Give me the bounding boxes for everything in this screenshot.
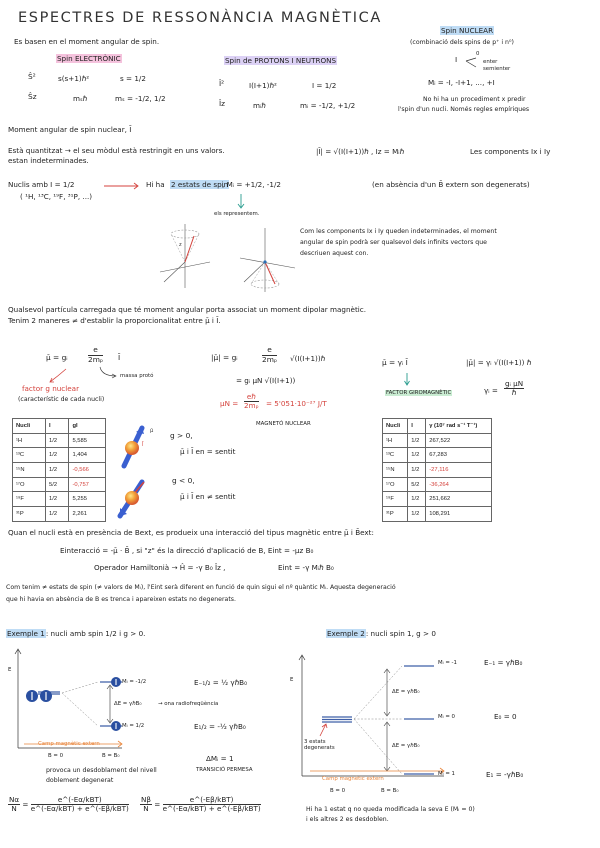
cone-desc-1: Com les components Ix i Iy queden indeterminades, el moment: [300, 228, 497, 235]
mu-frac: $\frac{e}{\text{2mₚ}}$: [88, 345, 104, 364]
ex1-delta-m: ΔMᵢ = 1: [206, 754, 234, 763]
cell: ¹⁹F: [383, 492, 408, 507]
arrow-right-red: [104, 182, 144, 190]
table-row: [13, 448, 106, 463]
cell: 108,291: [426, 507, 492, 522]
ex2-m-minus: Mᵢ = -1: [438, 660, 457, 666]
ex1-mi-upper: Mᵢ = -1/2: [122, 679, 147, 685]
cell: 1/2: [408, 433, 426, 448]
cell: 1/2: [408, 492, 426, 507]
eint-2: Eint = -γ Mᵢℏ B₀: [278, 563, 334, 572]
hi-ha-text: Hi ha: [146, 180, 165, 189]
table-row: [383, 433, 492, 448]
cell: 1,404: [69, 448, 106, 463]
ex1-radio: → ona radiofreqüència: [158, 701, 219, 707]
col-gamma: γ (10⁷ rad s⁻¹ T⁻¹): [426, 419, 492, 434]
cone-down: [240, 228, 295, 292]
s2-value: s(s+1)ℏ²: [58, 74, 90, 83]
nuclear-sub: (combinació dels spins de p⁺ i n⁰): [410, 39, 514, 46]
nuclei-examples: ( ¹H, ¹³C, ¹⁹F, ³¹P, ...): [20, 192, 93, 201]
spin-arrows-diagram: [112, 424, 162, 522]
s2-symbol: Ŝ²: [28, 72, 36, 81]
components-text: Les components Ix i Iy: [470, 147, 551, 156]
cell: ¹H: [383, 433, 408, 448]
cell: 1/2: [46, 448, 69, 463]
ex2-degenerate: 3 estats degenerats: [304, 739, 335, 752]
cell: ¹³C: [383, 448, 408, 463]
ex2-delta-2: ΔE = γℏB₀: [392, 743, 420, 749]
ex2-e-axis-label: E: [290, 677, 294, 683]
table-row: [13, 492, 106, 507]
ex2-energy-diagram: [294, 650, 454, 790]
cell: 5/2: [46, 477, 69, 492]
g-negative: g < 0,: [172, 476, 195, 485]
enter-label: enter: [483, 59, 498, 65]
cell: 1/2: [46, 492, 69, 507]
ex1-bb: B = B₀: [102, 753, 120, 759]
muN-def: μN =: [220, 399, 239, 408]
ex1-e-axis-label: E: [8, 667, 12, 673]
table-row: [383, 507, 492, 522]
cone-desc-2: angular de spin podrà ser qualsevol dels infinits vectors que: [300, 239, 487, 246]
ex1-e-lower: E₁/₂ = -½ γℏB₀: [194, 722, 246, 731]
col-i: I: [46, 419, 69, 434]
cell: 1/2: [46, 463, 69, 478]
iz-value: mᵢℏ: [253, 101, 266, 110]
iz-symbol: Îz: [219, 99, 226, 108]
svg-text:z: z: [179, 242, 182, 248]
table-row: [13, 507, 106, 522]
muN-value: = 5'051·10⁻²⁷ J/T: [266, 399, 327, 408]
ex1-delta: ΔE = γℏB₀: [114, 701, 142, 707]
spin-down-blob: [120, 482, 144, 516]
col-nucli: Nucli: [383, 419, 408, 434]
eint-formula: Einteracció = -μ̄ · B̄ , si "z" és la direcció d'aplicació de B, Eint = -μz B₀: [60, 546, 314, 555]
mi-states: , Mᵢ = +1/2, -1/2: [222, 180, 281, 189]
modulus-formula: |Ī| = √(I(I+1))ℏ , Iz = Mᵢℏ: [316, 147, 405, 156]
cell: ¹⁹F: [13, 492, 46, 507]
ex2-note-2: i els altres 2 es desdoblen.: [306, 816, 389, 823]
ex1-campo: Camp magnètic extern: [38, 741, 100, 747]
cell: -36,264: [426, 477, 492, 492]
nuclear-note-2: l'spin d'un nucli. Només regles empíriques: [398, 106, 530, 113]
i2-symbol: Î²: [219, 79, 225, 88]
dipole-line-2: Tenim 2 maneres ≠ d'establir la proporcionalitat entre μ̄ i Ī.: [8, 316, 221, 325]
quantized-line-2: estan indeterminades.: [8, 156, 89, 165]
g-positive-desc: μ̄ i Ī en = sentit: [180, 447, 236, 456]
g-positive: g > 0,: [170, 431, 193, 440]
cell: ¹⁷O: [383, 477, 408, 492]
cone-desc-3: descriuen aquest con.: [300, 250, 369, 257]
hamiltonian: Operador Hamiltonià → Ĥ = -γ B₀ Îz ,: [94, 563, 226, 572]
cell: ³¹P: [383, 507, 408, 522]
intro-text: Es basen en el moment angular de spin.: [14, 37, 160, 46]
arrow-down-teal: [236, 194, 246, 210]
masa-label: massa protó: [120, 373, 154, 379]
cell: 2,261: [69, 507, 106, 522]
ex1-frac-n-alpha: $\frac{N\alpha}{N}$ = $\frac{\text{e\textasciicircum{}(-Eα/kBT)}}{\text{e\textasciicircum{}(-Eα/kBT) + e\textasciicircum{}(-Eβ/kBT)}}$: [9, 795, 129, 814]
ex2-m-plus: Mᵢ = 1: [438, 771, 455, 777]
cell: 1/2: [408, 448, 426, 463]
col-g: gI: [69, 419, 106, 434]
ex1-frac-n-beta: $\frac{N\beta}{N}$ = $\frac{\text{e\textasciicircum{}(-Eβ/kBT)}}{\text{e\textasciicircum{}(-Eα/kBT) + e\textasciicircum{}(-Eβ/kBT)}}$: [141, 795, 261, 814]
cell: -0,757: [69, 477, 106, 492]
table-header-row: [13, 419, 106, 434]
spin-states-highlight: 2 estats de spin: [171, 180, 229, 189]
dipole-line-1: Qualsevol partícula carregada que té moment angular porta associat un moment dipolar magnètic.: [8, 305, 367, 314]
cell: -0,566: [69, 463, 106, 478]
sz-value: mₛℏ: [73, 94, 88, 103]
ms-value: mₛ = -1/2, 1/2: [115, 94, 166, 103]
interaction-line: Quan el nucli està en presència de Bext, es produeix una interacció del tipus magnètic entre μ̄ i B̄ext:: [8, 528, 374, 537]
semienter-label: semienter: [483, 66, 511, 72]
mod-mu-2: = gᵢ μN √(I(I+1)): [236, 376, 296, 385]
ex1-desd-2: doblement degenerat: [46, 777, 114, 784]
gamma-table: [382, 418, 492, 522]
cell: 1/2: [408, 463, 426, 478]
ex1-mi-lower: Mᵢ = 1/2: [122, 723, 145, 729]
mi-range: Mᵢ = -I, -I+1, ..., +I: [428, 78, 495, 87]
cell: ¹⁷O: [13, 477, 46, 492]
sz-symbol: Ŝz: [28, 92, 37, 101]
example-1-header: Exemple 1: nucli amb spin 1/2 i g > 0.: [7, 629, 146, 638]
gamma-def: γᵢ =: [484, 386, 498, 395]
ex2-m-zero: Mᵢ = 0: [438, 714, 455, 720]
g-negative-desc: μ̄ i Ī en ≠ sentit: [180, 492, 236, 501]
spin-cones-diagram: [150, 222, 300, 294]
ex2-delta-1: ΔE = γℏB₀: [392, 689, 420, 695]
cell: ¹³C: [13, 448, 46, 463]
g-factor-table: [12, 418, 106, 522]
ex2-note-1: Hi ha 1 estat q no queda modificada la seva E (Mᵢ = 0): [306, 806, 475, 813]
mu-gamma: μ̄ = γᵢ Ī: [382, 358, 408, 367]
cell: 251,662: [426, 492, 492, 507]
svg-text:Ī: Ī: [142, 442, 144, 448]
mod-mu-frac: $\frac{e}{\text{2mₚ}}$: [262, 345, 278, 364]
table-row: [383, 448, 492, 463]
giro-factor-label: FACTOR GIROMAGNÈTIC: [386, 390, 452, 396]
mu-g-formula: μ̄ = gᵢ: [46, 353, 68, 362]
table-row: [383, 477, 492, 492]
gamma-frac: $\frac{\text{gᵢ μN}}{\text{ℏ}}$: [505, 379, 524, 398]
zero-label: 0: [476, 51, 480, 57]
mod-mu-gamma: |μ̄| = γᵢ √(I(I+1)) ℏ: [466, 358, 532, 367]
electronic-heading: Spin ELECTRÒNIC: [57, 54, 121, 63]
nuclear-note-1: No hi ha un procediment x predir: [423, 96, 526, 103]
i2-value: I(I+1)ℏ²: [249, 81, 277, 90]
ex2-campo: Camp magnètic extern: [322, 776, 384, 782]
absence-text: (en absència d'un B̄ extern son degenerats): [372, 180, 530, 189]
example-2-header: Exemple 2: nucli spin 1, g > 0: [327, 629, 436, 638]
para-1: Com tenim ≠ estats de spin (≠ valors de Mᵢ), l'Eint serà diferent en funció de quin sigui el nº quàntic Mᵢ. Aquesta degeneració: [6, 584, 396, 591]
mod-mu-sqrt: √(I(I+1))ℏ: [290, 354, 326, 363]
ex1-permesa: TRANSICIÓ PERMESA: [196, 767, 253, 773]
cell: 5/2: [408, 477, 426, 492]
cell: 5,585: [69, 433, 106, 448]
mi-value: mᵢ = -1/2, +1/2: [300, 101, 356, 110]
page-title: ESPECTRES DE RESSONÀNCIA MAGNÈTICA: [18, 10, 382, 26]
ex2-b0: B = 0: [330, 788, 346, 794]
s-value: s = 1/2: [120, 74, 146, 83]
ex1-desd-1: provoca un desdoblament del nivell: [46, 767, 157, 774]
spin-up-blob: [124, 428, 154, 466]
cell: ³¹P: [13, 507, 46, 522]
magneto-label: MAGNETÓ NUCLEAR: [256, 421, 311, 427]
cell: 67,283: [426, 448, 492, 463]
ex2-bb: B = B₀: [381, 788, 399, 794]
gamma-arrow: [403, 373, 411, 387]
cell: ¹H: [13, 433, 46, 448]
factor-g-sub: (característic de cada nucli): [18, 396, 105, 403]
i-value: I = 1/2: [312, 81, 337, 90]
factor-g-label: factor g nuclear: [22, 384, 80, 393]
nuclear-i: I: [455, 55, 458, 64]
ex1-b0: B = 0: [48, 753, 64, 759]
ex2-e-zero: E₀ = 0: [494, 712, 517, 721]
table-row: [13, 463, 106, 478]
cell: ¹⁵N: [383, 463, 408, 478]
table-row: [13, 433, 106, 448]
cell: 5,255: [69, 492, 106, 507]
quantized-line: Està quantitzat → el seu mòdul està restringit en uns valors.: [8, 146, 225, 155]
cell: ¹⁵N: [13, 463, 46, 478]
protons-heading: Spin de PROTONS I NEUTRONS: [225, 56, 337, 65]
cell: 267,522: [426, 433, 492, 448]
cell: 1/2: [408, 507, 426, 522]
col-nucli: Nucli: [13, 419, 46, 434]
table-row: [383, 492, 492, 507]
ex2-e-plus: E₁ = -γℏB₀: [486, 770, 524, 779]
svg-text:μ̄: μ̄: [150, 428, 154, 434]
section-moment-title: Moment angular de spin nuclear, Ī: [8, 125, 132, 134]
cell: 1/2: [46, 507, 69, 522]
cone-up: [160, 224, 210, 288]
mu-I: Ī: [118, 353, 121, 362]
table-header-row: [383, 419, 492, 434]
col-i: I: [408, 419, 426, 434]
ex2-e-minus: E₋₁ = γℏB₀: [484, 658, 523, 667]
nuclei-lead: Nuclis amb I = 1/2: [8, 180, 75, 189]
nuclear-heading: Spin NUCLEAR: [441, 26, 494, 35]
para-2: que hi havia en absència de B es trenca i apareixen estats no degenerats.: [6, 596, 236, 603]
branch-arrows: [464, 55, 484, 75]
represent-text: els representem.: [214, 211, 260, 217]
muN-frac: $\frac{\text{eℏ}}{\text{2mₚ}}$: [244, 392, 259, 411]
table-row: [383, 463, 492, 478]
cell: -27,116: [426, 463, 492, 478]
table-row: [13, 477, 106, 492]
ex1-e-upper: E₋₁/₂ = ½ γℏB₀: [194, 678, 247, 687]
mod-mu-1: |μ̄| = gᵢ: [211, 353, 238, 362]
cell: 1/2: [46, 433, 69, 448]
